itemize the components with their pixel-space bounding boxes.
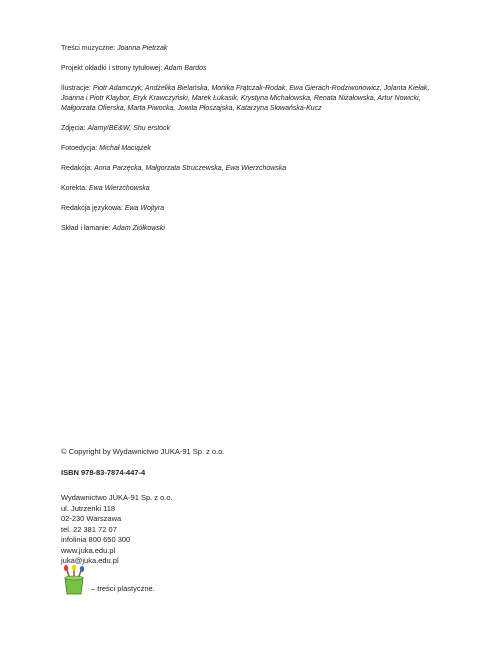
publisher-address xyxy=(61,493,441,567)
credit-editing: Redakcja: Anna Parzęcka, Małgorzata Struczewska, Ewa Wierzchowska xyxy=(61,165,287,172)
address-line: 02-230 Warszawa xyxy=(61,514,122,523)
credit-photos: Zdjęcia: Alamy/BE&W, Shu erstock xyxy=(61,125,171,132)
address-line: tel. 22 381 72 07 xyxy=(61,524,117,534)
address-line: ul. Jutrzenki 118 xyxy=(61,503,116,513)
email-link[interactable]: juka@juka.edu.pl xyxy=(61,556,119,565)
credit-typesetting: Skład i łamanie: Adam Ziółkowski xyxy=(61,225,165,232)
address-line: Wydawnictwo JUKA-91 Sp. z o.o. xyxy=(61,493,173,502)
credit-proofreading: Korekta: Ewa Wierzchowska xyxy=(61,185,150,192)
website-link[interactable]: www.juka.edu.pl xyxy=(61,545,116,555)
legend-art-content xyxy=(61,565,155,595)
address-line: infolinia 800 650 300 xyxy=(61,535,131,544)
credit-illustrations: Ilustracje: Piotr Adamczyk, Andżelika Bielańska, Monika Frątczak-Rodak, Ewa Gierach-Rodziwonowicz, Jolanta Kiełak, Joanna i Piotr Klaybor, Eryk Krawczyński, Marek Łukasik, Krystyna Michałowska, Renata Niżałowska, Artur Nowicki, Małgorzata Ofierska, Marta Piwocka, Jowita Płoszajska, Katarzyna Słowańska-Kucz xyxy=(61,85,430,112)
credit-photo-editing: Fotoedycja: Michał Maciążek xyxy=(61,145,151,152)
credit-music: Treści muzyczne: Joanna Pietrzak xyxy=(61,45,168,52)
credit-language-editing: Redakcja językowa: Ewa Wojtyra xyxy=(61,205,165,212)
credit-cover-design: Projekt okładki i strony tytułowej: Adam Bardos xyxy=(61,65,207,72)
publisher-footer xyxy=(61,447,441,567)
legend-text: – treści plastyczne. xyxy=(91,584,155,593)
paint-cup-icon xyxy=(61,565,87,595)
credits-section xyxy=(61,44,441,244)
isbn: ISBN 978-83-7874-447-4 xyxy=(61,467,146,477)
copyright-notice: © Copyright by Wydawnictwo JUKA-91 Sp. z o.o. xyxy=(61,447,225,456)
